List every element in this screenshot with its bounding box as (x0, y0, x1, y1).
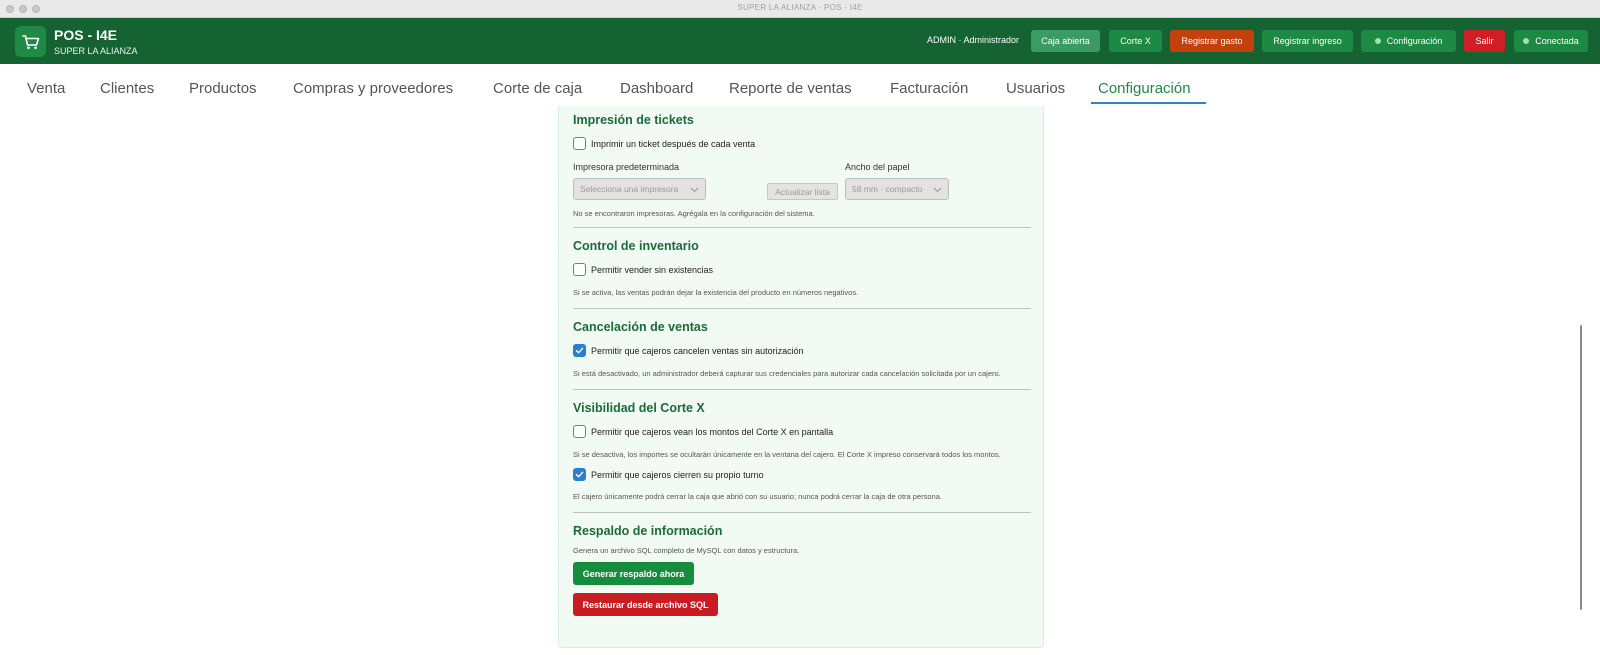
paper-width-select[interactable] (845, 178, 949, 200)
allow-cancel-label: Permitir que cajeros cancelen ventas sin autorización (591, 345, 804, 356)
active-tab-indicator (1091, 102, 1206, 104)
status-dot-icon (1375, 38, 1381, 44)
print-after-sale-option[interactable] (573, 137, 755, 150)
current-user: ADMIN · Administrador (927, 35, 1020, 45)
chevron-down-icon (933, 185, 942, 194)
restore-backup-button[interactable]: Restaurar desde archivo SQL (573, 593, 718, 616)
print-after-sale-label: Imprimir un ticket después de cada venta (591, 138, 756, 149)
close-shift-label: Permitir que cajeros cierren su propio turno (591, 469, 764, 480)
tab-configuracion[interactable]: Configuración (1098, 80, 1191, 97)
salir-button[interactable] (1464, 30, 1505, 52)
printer-select[interactable] (573, 178, 706, 200)
caja-abierta-label: Caja abierta (1041, 36, 1090, 46)
registrar-ingreso-button[interactable] (1262, 30, 1353, 52)
app-title: POS - I4E (54, 27, 118, 43)
inventory-section-title: Control de inventario (573, 239, 699, 253)
cart-icon (15, 26, 46, 57)
tab-productos[interactable]: Productos (189, 80, 257, 97)
allow-cancel-checkbox[interactable] (573, 344, 586, 357)
show-amounts-label: Permitir que cajeros vean los montos del Corte X en pantalla (591, 426, 834, 437)
connection-status-badge (1514, 30, 1588, 52)
printer-select-value: Selecciona una impresora (580, 184, 679, 194)
allow-no-stock-checkbox[interactable] (573, 263, 586, 276)
settings-panel (558, 106, 1044, 648)
section-divider (573, 512, 1031, 513)
show-amounts-option[interactable] (573, 425, 833, 438)
backup-hint: Genera un archivo SQL completo de MySQL con datos y estructura. (573, 546, 800, 555)
registrar-gasto-button[interactable] (1170, 30, 1254, 52)
configuracion-header-label: Configuración (1386, 36, 1443, 46)
corte-x-label: Corte X (1120, 36, 1151, 46)
connection-status-label: Conectada (1535, 36, 1579, 46)
tab-compras-proveedores[interactable]: Compras y proveedores (293, 80, 454, 97)
tab-facturacion[interactable]: Facturación (890, 80, 969, 97)
section-divider (573, 389, 1031, 390)
print-after-sale-checkbox[interactable] (573, 137, 586, 150)
page-scrollbar[interactable] (1580, 325, 1582, 610)
caja-abierta-button[interactable] (1031, 30, 1100, 52)
checkmark-icon (575, 346, 584, 355)
backup-section-title: Respaldo de información (573, 524, 723, 538)
printer-label: Impresora predeterminada (573, 162, 680, 172)
close-shift-option[interactable] (573, 468, 764, 481)
no-printers-hint: No se encontraron impresoras. Agrégala en la configuración del sistema. (573, 209, 815, 218)
corte-x-section-title: Visibilidad del Corte X (573, 401, 705, 415)
inventory-hint: Si se activa, las ventas podrán dejar la existencia del producto en números negativos. (573, 288, 859, 297)
section-divider (573, 308, 1031, 309)
cancellation-hint: Si está desactivado, un administrador deberá capturar sus credenciales para autorizar cada cancelación solicitada por un cajero. (573, 369, 1001, 378)
store-name: SUPER LA ALIANZA (54, 46, 138, 56)
registrar-ingreso-label: Registrar ingreso (1273, 36, 1342, 46)
connected-dot-icon (1523, 38, 1529, 44)
tab-corte-caja[interactable]: Corte de caja (493, 80, 583, 97)
paper-width-label: Ancho del papel (845, 162, 910, 172)
close-shift-hint: El cajero únicamente podrá cerrar la caja que abrió con su usuario; nunca podrá cerrar la caja de otra persona. (573, 492, 942, 501)
allow-cancel-option[interactable] (573, 344, 804, 357)
tickets-section-title: Impresión de tickets (573, 113, 694, 127)
app-header (0, 18, 1600, 64)
configuracion-header-button[interactable] (1361, 30, 1456, 52)
salir-label: Salir (1475, 36, 1494, 46)
show-amounts-checkbox[interactable] (573, 425, 586, 438)
registrar-gasto-label: Registrar gasto (1181, 36, 1243, 46)
close-shift-checkbox[interactable] (573, 468, 586, 481)
paper-width-value: 58 mm · compacto (852, 184, 923, 194)
section-divider (573, 227, 1031, 228)
tab-clientes[interactable]: Clientes (100, 80, 155, 97)
tab-usuarios[interactable]: Usuarios (1006, 80, 1066, 97)
tab-dashboard[interactable]: Dashboard (620, 80, 694, 97)
allow-no-stock-option[interactable] (573, 263, 713, 276)
cancellation-section-title: Cancelación de ventas (573, 320, 708, 334)
allow-no-stock-label: Permitir vender sin existencias (591, 264, 714, 275)
window-title: SUPER LA ALIANZA · POS - I4E (737, 3, 863, 12)
show-amounts-hint: Si se desactiva, los importes se ocultarán únicamente en la ventana del cajero. El Corte X impreso conservará todos los montos. (573, 450, 1001, 459)
generate-backup-button[interactable]: Generar respaldo ahora (573, 562, 694, 585)
chevron-down-icon (690, 185, 699, 194)
refresh-printers-button[interactable]: Actualizar lista (767, 183, 838, 200)
main-tabs (0, 64, 1600, 106)
window-titlebar (0, 0, 1600, 18)
corte-x-button[interactable] (1109, 30, 1162, 52)
tab-reporte-ventas[interactable]: Reporte de ventas (729, 80, 852, 97)
tab-venta[interactable]: Venta (27, 80, 66, 97)
checkmark-icon (575, 470, 584, 479)
